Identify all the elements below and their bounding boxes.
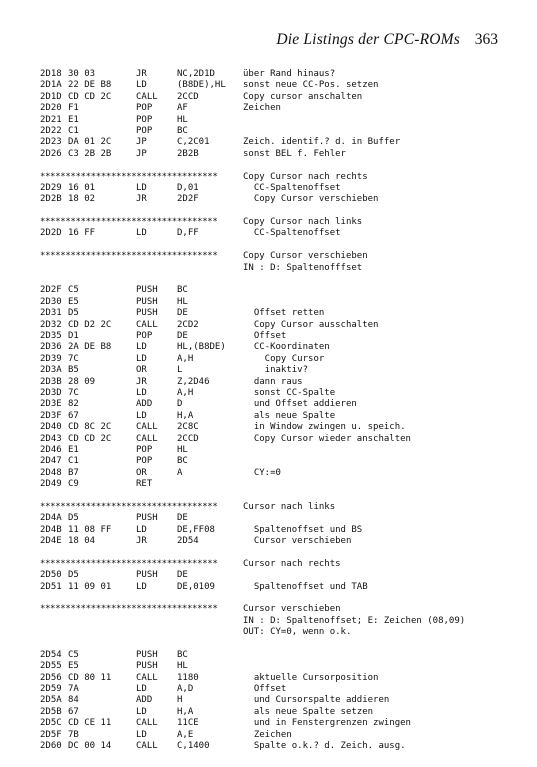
section-title: Copy Cursor nach links (243, 217, 363, 228)
comment: Zeich. identif.? d. in Buffer (243, 137, 401, 148)
comment: CC-Spaltenoffset (243, 228, 341, 239)
address: 2D23 (40, 137, 62, 148)
section-separator (40, 502, 510, 513)
section-title: Cursor verschieben (243, 604, 341, 615)
section-note-text: IN : D: Spaltenoffset; E: Zeichen (08,09) (243, 615, 466, 626)
address: 2D32 (40, 319, 62, 330)
opcode-bytes: CD CE 11 (68, 718, 112, 729)
comment: Zeichen (243, 103, 281, 114)
comment: Copy cursor anschalten (243, 91, 363, 102)
code-line (40, 650, 510, 661)
page-header (40, 31, 498, 53)
operand: DE (177, 570, 188, 581)
code-line (40, 445, 510, 456)
section-title: Cursor nach links (243, 501, 336, 512)
opcode-bytes: 28 09 (68, 376, 96, 387)
code-line (40, 695, 510, 706)
code-line (40, 137, 510, 148)
code-line (40, 354, 510, 365)
opcode-bytes: E1 (68, 444, 79, 455)
address: 2D60 (40, 741, 62, 752)
code-line (40, 285, 510, 296)
operand: A (177, 467, 183, 478)
operand: 1180 (177, 672, 199, 683)
mnemonic: OR (136, 365, 147, 376)
comment: und Cursorspalte addieren (243, 695, 390, 706)
operand: A,H (177, 353, 194, 364)
comment: sonst CC-Spalte (243, 387, 336, 398)
address: 2D4B (40, 524, 62, 535)
address: 2D55 (40, 661, 62, 672)
operand: C,1400 (177, 741, 210, 752)
mnemonic: POP (136, 444, 153, 455)
code-line (40, 673, 510, 684)
opcode-bytes: 82 (68, 399, 79, 410)
opcode-bytes: 30 03 (68, 69, 96, 79)
comment: Copy Cursor wieder anschalten (243, 433, 411, 444)
address: 2D5B (40, 706, 62, 717)
comment: und Offset addieren (243, 399, 357, 410)
mnemonic: CALL (136, 741, 158, 752)
blank-line (40, 160, 510, 171)
address: 2D5F (40, 729, 62, 740)
blank-line (40, 547, 510, 558)
comment: Offset (243, 330, 287, 341)
blank-line (40, 490, 510, 501)
operand: 11CE (177, 718, 199, 729)
code-line (40, 149, 510, 160)
opcode-bytes: C3 2B 2B (68, 148, 112, 159)
opcode-bytes: D5 (68, 513, 79, 524)
code-line (40, 228, 510, 239)
code-line (40, 707, 510, 718)
mnemonic: LD (136, 342, 147, 353)
code-line (40, 103, 510, 114)
mnemonic: PUSH (136, 661, 158, 672)
address: 2D18 (40, 69, 62, 79)
address: 2D47 (40, 456, 62, 467)
operand: 2CD2 (177, 319, 199, 330)
operand: HL (177, 114, 188, 125)
comment: Copy Cursor ausschalten (243, 319, 379, 330)
separator-stars: *********************************** (40, 501, 218, 512)
mnemonic: LD (136, 353, 147, 364)
section-note (40, 616, 510, 627)
address: 2D39 (40, 353, 62, 364)
opcode-bytes: 7C (68, 387, 79, 398)
address: 2D46 (40, 444, 62, 455)
blank-line (40, 206, 510, 217)
code-line (40, 661, 510, 672)
mnemonic: POP (136, 114, 153, 125)
address: 2D48 (40, 467, 62, 478)
code-line (40, 388, 510, 399)
mnemonic: JR (136, 376, 147, 387)
operand: H,A (177, 410, 194, 421)
operand: (B8DE),HL (177, 80, 226, 91)
operand: H (177, 695, 183, 706)
mnemonic: LD (136, 182, 147, 193)
address: 2D1A (40, 80, 62, 91)
opcode-bytes: 11 08 FF (68, 524, 112, 535)
address: 2D22 (40, 125, 62, 136)
mnemonic: POP (136, 103, 153, 114)
address: 2D5C (40, 718, 62, 729)
section-note (40, 263, 510, 274)
section-note-text: OUT: CY=0, wenn o.k. (243, 627, 352, 638)
code-line (40, 80, 510, 91)
mnemonic: JR (136, 69, 147, 79)
operand: HL (177, 444, 188, 455)
comment: Offset retten (243, 308, 325, 319)
address: 2D2B (40, 194, 62, 205)
section-note-text: IN : D: Spaltenofffset (243, 262, 363, 273)
section-separator (40, 559, 510, 570)
opcode-bytes: F1 (68, 103, 79, 114)
operand: NC,2D1D (177, 69, 215, 79)
mnemonic: CALL (136, 672, 158, 683)
comment: Spalte o.k.? d. Zeich. ausg. (243, 741, 406, 752)
mnemonic: LD (136, 729, 147, 740)
comment: über Rand hinaus? (243, 69, 336, 79)
mnemonic: JP (136, 137, 147, 148)
operand: H,A (177, 706, 194, 717)
comment: inaktiv? (243, 365, 309, 376)
operand: 2D2F (177, 194, 199, 205)
blank-line (40, 639, 510, 650)
operand: DE (177, 513, 188, 524)
running-title: Die Listings der CPC-ROMs (276, 31, 460, 48)
mnemonic: PUSH (136, 285, 158, 296)
mnemonic: LD (136, 80, 147, 91)
opcode-bytes: CD CD 2C (68, 91, 112, 102)
code-line (40, 308, 510, 319)
comment: dann raus (243, 376, 303, 387)
mnemonic: PUSH (136, 513, 158, 524)
code-line (40, 456, 510, 467)
code-line (40, 92, 510, 103)
section-note (40, 627, 510, 638)
code-line (40, 126, 510, 137)
operand: D (177, 399, 183, 410)
opcode-bytes: E5 (68, 296, 79, 307)
mnemonic: PUSH (136, 296, 158, 307)
separator-stars: *********************************** (40, 251, 218, 262)
comment: in Window zwingen u. speich. (243, 422, 406, 433)
opcode-bytes: 16 01 (68, 182, 96, 193)
operand: 2CCD (177, 433, 199, 444)
page-number: 363 (474, 31, 498, 48)
comment: Offset (243, 684, 287, 695)
opcode-bytes: 7B (68, 729, 79, 740)
code-line (40, 115, 510, 126)
comment: als neue Spalte (243, 410, 336, 421)
comment: CC-Koordinaten (243, 342, 330, 353)
comment: und in Fenstergrenzen zwingen (243, 718, 411, 729)
address: 2D3B (40, 376, 62, 387)
section-separator (40, 251, 510, 262)
operand: BC (177, 456, 188, 467)
address: 2D5A (40, 695, 62, 706)
code-line (40, 730, 510, 741)
operand: BC (177, 649, 188, 660)
opcode-bytes: 18 02 (68, 194, 96, 205)
address: 2D30 (40, 296, 62, 307)
operand: 2C8C (177, 422, 199, 433)
address: 2D56 (40, 672, 62, 683)
operand: A,H (177, 387, 194, 398)
code-line (40, 194, 510, 205)
mnemonic: PUSH (136, 308, 158, 319)
operand: 2B2B (177, 148, 199, 159)
comment: CC-Spaltenoffset (243, 182, 341, 193)
opcode-bytes: DA 01 2C (68, 137, 112, 148)
mnemonic: JP (136, 148, 147, 159)
mnemonic: JR (136, 194, 147, 205)
address: 2D59 (40, 684, 62, 695)
opcode-bytes: 7A (68, 684, 79, 695)
code-line (40, 513, 510, 524)
address: 2D26 (40, 148, 62, 159)
separator-stars: *********************************** (40, 217, 218, 228)
code-line (40, 331, 510, 342)
operand: AF (177, 103, 188, 114)
operand: DE (177, 308, 188, 319)
section-title: Cursor nach rechts (243, 558, 341, 569)
address: 2D43 (40, 433, 62, 444)
operand: C,2C01 (177, 137, 210, 148)
mnemonic: PUSH (136, 649, 158, 660)
section-separator (40, 604, 510, 615)
code-line (40, 69, 510, 80)
code-line (40, 320, 510, 331)
opcode-bytes: B7 (68, 467, 79, 478)
operand: A,D (177, 684, 194, 695)
blank-line (40, 274, 510, 285)
address: 2D50 (40, 570, 62, 581)
mnemonic: LD (136, 228, 147, 239)
address: 2D4E (40, 536, 62, 547)
code-line (40, 741, 510, 752)
address: 2D3E (40, 399, 62, 410)
address: 2D21 (40, 114, 62, 125)
address: 2D1D (40, 91, 62, 102)
address: 2D49 (40, 479, 62, 490)
opcode-bytes: C1 (68, 125, 79, 136)
mnemonic: RET (136, 479, 153, 490)
mnemonic: LD (136, 410, 147, 421)
section-separator (40, 217, 510, 228)
opcode-bytes: DC 00 14 (68, 741, 112, 752)
operand: L (177, 365, 183, 376)
section-title: Copy Cursor nach rechts (243, 171, 368, 182)
code-line (40, 183, 510, 194)
mnemonic: LD (136, 387, 147, 398)
comment: sonst BEL f. Fehler (243, 148, 346, 159)
section-title: Copy Cursor verschieben (243, 251, 368, 262)
address: 2D3D (40, 387, 62, 398)
code-line (40, 297, 510, 308)
mnemonic: CALL (136, 422, 158, 433)
mnemonic: LD (136, 684, 147, 695)
operand: D,FF (177, 228, 199, 239)
address: 2D4A (40, 513, 62, 524)
comment: Copy Cursor verschieben (243, 194, 379, 205)
address: 2D29 (40, 182, 62, 193)
code-line (40, 525, 510, 536)
operand: HL,(B8DE) (177, 342, 226, 353)
opcode-bytes: 84 (68, 695, 79, 706)
opcode-bytes: 11 09 01 (68, 581, 112, 592)
code-line (40, 684, 510, 695)
comment: Copy Cursor (243, 353, 325, 364)
code-line (40, 411, 510, 422)
mnemonic: POP (136, 330, 153, 341)
address: 2D35 (40, 330, 62, 341)
opcode-bytes: 7C (68, 353, 79, 364)
operand: D,01 (177, 182, 199, 193)
opcode-bytes: 67 (68, 706, 79, 717)
operand: Z,2D46 (177, 376, 210, 387)
operand: DE,0109 (177, 581, 215, 592)
address: 2D3F (40, 410, 62, 421)
opcode-bytes: 67 (68, 410, 79, 421)
opcode-bytes: 16 FF (68, 228, 96, 239)
code-line (40, 582, 510, 593)
mnemonic: PUSH (136, 570, 158, 581)
blank-line (40, 593, 510, 604)
separator-stars: *********************************** (40, 558, 218, 569)
mnemonic: LD (136, 524, 147, 535)
operand: 2CCD (177, 91, 199, 102)
opcode-bytes: CD D2 2C (68, 319, 112, 330)
mnemonic: CALL (136, 433, 158, 444)
code-line (40, 479, 510, 490)
operand: HL (177, 661, 188, 672)
opcode-bytes: CD 80 11 (68, 672, 112, 683)
code-line (40, 422, 510, 433)
code-line (40, 718, 510, 729)
opcode-bytes: E1 (68, 114, 79, 125)
opcode-bytes: CD CD 2C (68, 433, 112, 444)
address: 2D31 (40, 308, 62, 319)
opcode-bytes: 2A DE B8 (68, 342, 112, 353)
operand: BC (177, 285, 188, 296)
mnemonic: ADD (136, 399, 153, 410)
opcode-bytes: C5 (68, 285, 79, 296)
operand: DE (177, 330, 188, 341)
opcode-bytes: 22 DE B8 (68, 80, 112, 91)
separator-stars: *********************************** (40, 604, 218, 615)
code-line (40, 434, 510, 445)
address: 2D36 (40, 342, 62, 353)
operand: DE,FF08 (177, 524, 215, 535)
mnemonic: LD (136, 706, 147, 717)
operand: HL (177, 296, 188, 307)
opcode-bytes: 18 04 (68, 536, 96, 547)
comment: Zeichen (243, 729, 292, 740)
code-line (40, 365, 510, 376)
opcode-bytes: D5 (68, 570, 79, 581)
operand: BC (177, 125, 188, 136)
separator-stars: *********************************** (40, 171, 218, 182)
operand: 2D54 (177, 536, 199, 547)
address: 2D2D (40, 228, 62, 239)
code-line (40, 342, 510, 353)
mnemonic: JR (136, 536, 147, 547)
opcode-bytes: C1 (68, 456, 79, 467)
opcode-bytes: B5 (68, 365, 79, 376)
opcode-bytes: C5 (68, 649, 79, 660)
mnemonic: CALL (136, 91, 158, 102)
address: 2D40 (40, 422, 62, 433)
address: 2D51 (40, 581, 62, 592)
mnemonic: ADD (136, 695, 153, 706)
comment: sonst neue CC-Pos. setzen (243, 80, 379, 91)
opcode-bytes: D5 (68, 308, 79, 319)
mnemonic: LD (136, 581, 147, 592)
code-line (40, 536, 510, 547)
comment: Cursor verschieben (243, 536, 352, 547)
comment: aktuelle Cursorposition (243, 672, 379, 683)
opcode-bytes: E5 (68, 661, 79, 672)
code-line (40, 377, 510, 388)
assembly-listing (40, 69, 510, 752)
comment: Spaltenoffset und BS (243, 524, 363, 535)
comment: CY:=0 (243, 467, 281, 478)
address: 2D2F (40, 285, 62, 296)
mnemonic: CALL (136, 718, 158, 729)
opcode-bytes: CD 8C 2C (68, 422, 112, 433)
mnemonic: POP (136, 456, 153, 467)
code-line (40, 570, 510, 581)
address: 2D3A (40, 365, 62, 376)
comment: Spaltenoffset und TAB (243, 581, 368, 592)
opcode-bytes: D1 (68, 330, 79, 341)
mnemonic: POP (136, 125, 153, 136)
mnemonic: CALL (136, 319, 158, 330)
code-line (40, 399, 510, 410)
address: 2D20 (40, 103, 62, 114)
address: 2D54 (40, 649, 62, 660)
operand: A,E (177, 729, 194, 740)
opcode-bytes: C9 (68, 479, 79, 490)
section-separator (40, 172, 510, 183)
blank-line (40, 240, 510, 251)
code-line (40, 468, 510, 479)
comment: als neue Spalte setzen (243, 706, 374, 717)
mnemonic: OR (136, 467, 147, 478)
